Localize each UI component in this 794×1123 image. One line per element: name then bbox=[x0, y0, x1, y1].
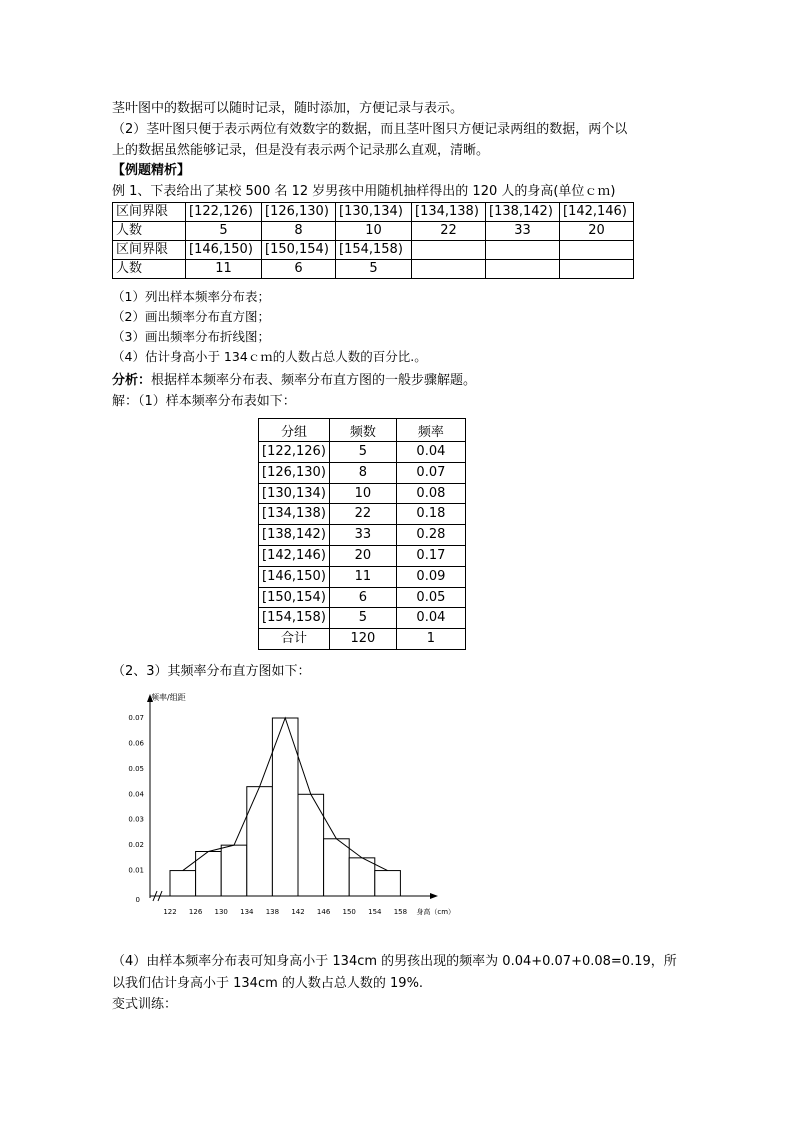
example-title: 例 1、下表给出了某校 500 名 12 岁男孩中用随机抽样得出的 120 人的身高(单位ｃｍ) bbox=[112, 184, 616, 199]
histogram-bar bbox=[221, 845, 247, 896]
table-cell: 0.18 bbox=[396, 504, 465, 525]
y-tick-label: 0.05 bbox=[128, 764, 144, 773]
table-cell: 120 bbox=[329, 629, 396, 650]
x-axis-label: 身高（cm） bbox=[416, 908, 456, 916]
table-cell: [130,134) bbox=[336, 203, 412, 222]
example-table bbox=[112, 202, 634, 279]
table-cell bbox=[486, 260, 560, 279]
table-cell: [146,150) bbox=[259, 566, 330, 587]
table-row bbox=[259, 629, 466, 650]
question-4: （4）估计身高小于 134ｃｍ的人数占总人数的百分比.。 bbox=[112, 349, 427, 364]
table-cell: 合计 bbox=[259, 629, 330, 650]
table-cell: [150,154) bbox=[259, 587, 330, 608]
table-cell: 1 bbox=[396, 629, 465, 650]
table-row bbox=[259, 483, 466, 504]
table-cell: 6 bbox=[329, 587, 396, 608]
histogram-caption: （2、3）其频率分布直方图如下： bbox=[112, 664, 311, 679]
histogram-bar bbox=[375, 871, 401, 896]
question-3: （3）画出频率分布折线图； bbox=[112, 329, 270, 344]
y-tick-label: 0.01 bbox=[128, 866, 144, 875]
analysis-label: 分析： bbox=[112, 373, 152, 388]
table-row bbox=[259, 504, 466, 525]
frequency-histogram bbox=[112, 688, 472, 920]
table-cell: [134,138) bbox=[259, 504, 330, 525]
x-tick-label: 146 bbox=[316, 908, 331, 916]
solution-intro: 解：（1）样本频率分布表如下： bbox=[112, 394, 296, 409]
intro-line-1: 茎叶图中的数据可以随时记录，随时添加，方便记录与表示。 bbox=[112, 101, 464, 116]
table-cell: 5 bbox=[186, 222, 262, 241]
table-cell: [154,158) bbox=[259, 608, 330, 629]
x-tick-label: 134 bbox=[240, 908, 254, 916]
column-header: 频数 bbox=[329, 419, 396, 442]
y-axis-label: 频率/组距 bbox=[151, 693, 186, 702]
table-cell: 0.09 bbox=[396, 566, 465, 587]
table-cell bbox=[560, 260, 634, 279]
table-cell: 0.04 bbox=[396, 442, 465, 463]
part4-line-2: 以我们估计身高小于 134cm 的人数占总人数的 19%. bbox=[112, 976, 424, 991]
column-header: 频率 bbox=[396, 419, 465, 442]
table-row bbox=[113, 241, 634, 260]
table-cell bbox=[560, 241, 634, 260]
section-title: 【例题精析】 bbox=[112, 163, 191, 178]
table-cell: 0.28 bbox=[396, 525, 465, 546]
table-cell: 20 bbox=[560, 222, 634, 241]
table-cell: 10 bbox=[336, 222, 412, 241]
table-cell: 人数 bbox=[113, 260, 186, 279]
table-cell: 5 bbox=[329, 608, 396, 629]
table-cell: 0.08 bbox=[396, 483, 465, 504]
table-cell: [134,138) bbox=[412, 203, 486, 222]
table-cell: [154,158) bbox=[336, 241, 412, 260]
table-cell: [130,134) bbox=[259, 483, 330, 504]
table-cell: 6 bbox=[262, 260, 336, 279]
table-cell: 22 bbox=[329, 504, 396, 525]
y-tick-label: 0.03 bbox=[128, 815, 144, 824]
table-cell: [122,126) bbox=[259, 442, 330, 463]
analysis bbox=[112, 369, 476, 388]
table-row bbox=[113, 260, 634, 279]
table-cell: 区间界限 bbox=[113, 241, 186, 260]
x-tick-label: 154 bbox=[368, 908, 382, 916]
table-cell: 11 bbox=[329, 566, 396, 587]
table-cell: 0.05 bbox=[396, 587, 465, 608]
table-row bbox=[113, 222, 634, 241]
table-cell: [122,126) bbox=[186, 203, 262, 222]
analysis-text: 根据样本频率分布表、频率分布直方图的一般步骤解题。 bbox=[151, 373, 477, 388]
x-tick-label: 122 bbox=[163, 908, 177, 916]
histogram-bar bbox=[247, 787, 273, 896]
histogram-bar bbox=[170, 871, 196, 896]
table-cell: 5 bbox=[329, 442, 396, 463]
y-tick-label: 0.04 bbox=[128, 790, 144, 799]
table-cell bbox=[412, 241, 486, 260]
table-cell: [150,154) bbox=[262, 241, 336, 260]
table-row bbox=[259, 525, 466, 546]
table-row bbox=[259, 442, 466, 463]
table-cell bbox=[486, 241, 560, 260]
x-tick-label: 130 bbox=[214, 908, 228, 916]
table-cell: 0.04 bbox=[396, 608, 465, 629]
table-row bbox=[259, 545, 466, 566]
table-cell: [138,142) bbox=[259, 525, 330, 546]
x-tick-label: 126 bbox=[188, 908, 203, 916]
histogram-bar bbox=[324, 839, 350, 896]
x-tick-label: 150 bbox=[342, 908, 356, 916]
intro-line-2: （2）茎叶图只便于表示两位有效数字的数据，而且茎叶图只方便记录两组的数据，两个以 bbox=[112, 122, 628, 137]
table-cell: 区间界限 bbox=[113, 203, 186, 222]
table-cell: 0.17 bbox=[396, 545, 465, 566]
table-cell bbox=[412, 260, 486, 279]
table-cell: 20 bbox=[329, 545, 396, 566]
intro-line-3: 上的数据虽然能够记录，但是没有表示两个记录那么直观，清晰。 bbox=[112, 143, 490, 158]
table-cell: 33 bbox=[329, 525, 396, 546]
table-cell: 11 bbox=[186, 260, 262, 279]
table-cell: 8 bbox=[262, 222, 336, 241]
x-tick-label: 142 bbox=[291, 908, 305, 916]
table-row bbox=[113, 203, 634, 222]
table-cell: 22 bbox=[412, 222, 486, 241]
table-header-row bbox=[259, 419, 466, 442]
table-cell: 0.07 bbox=[396, 462, 465, 483]
column-header: 分组 bbox=[259, 419, 330, 442]
part4-line-1: （4）由样本频率分布表可知身高小于 134cm 的男孩出现的频率为 0.04+0.07+0.08=0.19，所 bbox=[112, 954, 677, 969]
table-cell: 10 bbox=[329, 483, 396, 504]
histogram-bar bbox=[349, 858, 375, 896]
x-tick-label: 138 bbox=[265, 908, 280, 916]
y-tick-label: 0.02 bbox=[128, 841, 144, 850]
table-cell: [146,150) bbox=[186, 241, 262, 260]
table-cell: 33 bbox=[486, 222, 560, 241]
frequency-table-body bbox=[259, 442, 466, 650]
question-1: （1）列出样本频率分布表； bbox=[112, 289, 270, 304]
table-cell: [126,130) bbox=[259, 462, 330, 483]
table-cell: [142,146) bbox=[259, 545, 330, 566]
y-tick-label: 0.07 bbox=[128, 714, 144, 722]
table-row bbox=[259, 462, 466, 483]
frequency-table bbox=[258, 418, 466, 650]
x-tick-label: 158 bbox=[393, 908, 408, 916]
table-cell: 8 bbox=[329, 462, 396, 483]
variant-heading: 变式训练： bbox=[112, 997, 178, 1012]
table-cell: 5 bbox=[336, 260, 412, 279]
question-2: （2）画出频率分布直方图； bbox=[112, 309, 270, 324]
table-cell: [142,146) bbox=[560, 203, 634, 222]
bars bbox=[170, 718, 400, 896]
table-cell: 人数 bbox=[113, 222, 186, 241]
table-row bbox=[259, 608, 466, 629]
origin-label: 0 bbox=[135, 896, 140, 904]
table-cell: [126,130) bbox=[262, 203, 336, 222]
table-cell: [138,142) bbox=[486, 203, 560, 222]
x-axis-arrow bbox=[430, 893, 438, 899]
table-row bbox=[259, 566, 466, 587]
y-tick-label: 0.06 bbox=[128, 739, 144, 748]
table-row bbox=[259, 587, 466, 608]
